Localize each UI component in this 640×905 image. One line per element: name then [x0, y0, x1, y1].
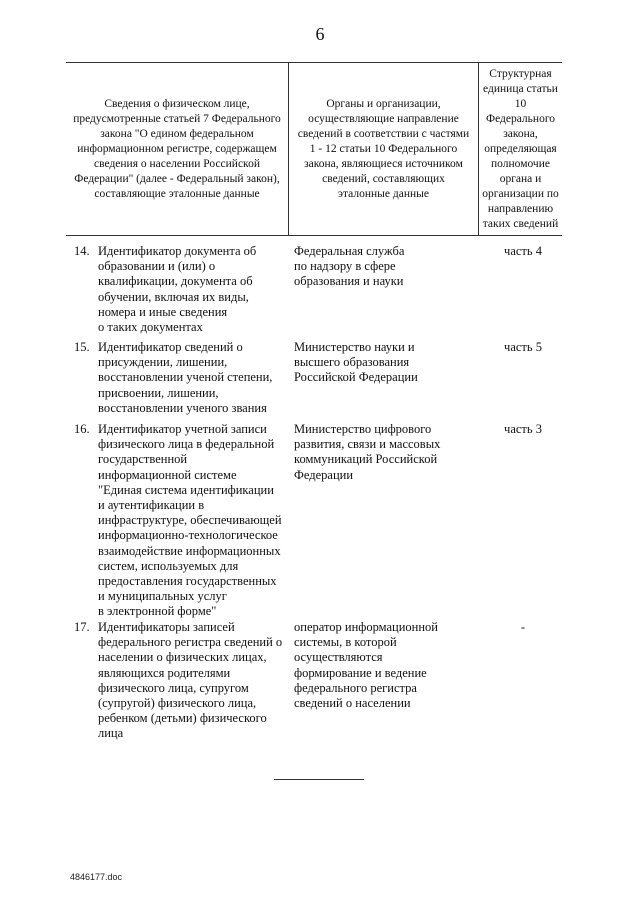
row-law-part: часть 4 — [504, 244, 542, 258]
header-col-source-organizations: Органы и организации, осуществляющие направление сведений в соответствии с частями 1 - 12 статьи 10 Федерального закона, являющиеся источником сведений, составляющих эталонные данные — [288, 63, 478, 235]
row-number: 14. — [74, 244, 90, 258]
document-filename: 4846177.doc — [70, 872, 123, 882]
row-number: 17. — [74, 620, 90, 634]
row-organization: Федеральная служба по надзору в сфере образования и науки — [294, 244, 405, 289]
row-law-part: часть 5 — [504, 340, 542, 354]
row-organization: Министерство цифрового развития, связи и массовых коммуникаций Российской Федерации — [294, 422, 441, 482]
header-col-law-article-unit: Структурная единица статьи 10 Федерального закона, определяющая полномочие органа и организации по направлению таких сведений — [478, 63, 562, 235]
row-number: 16. — [74, 422, 90, 436]
header-col-personal-data: Сведения о физическом лице, предусмотренные статьей 7 Федерального закона "О едином федеральном информационном регистре, содержащем сведения о населении Российской Федерации" (далее - Федеральный закон), составляющие эталонные данные — [73, 97, 281, 200]
row-organization: Министерство науки и высшего образования Российской Федерации — [294, 340, 418, 385]
row-law-part: - — [520, 620, 526, 634]
row-organization: оператор информационной системы, в которой осуществляются формирование и ведение федерального регистра сведений о населении — [294, 620, 438, 711]
row-data-name: Идентификатор сведений о присуждении, лишении, восстановлении ученой степени, присвоении, лишении, восстановлении ученого звания — [98, 340, 273, 415]
page-number: 6 — [315, 24, 325, 44]
row-data-name: Идентификатор документа об образовании и (или) о квалификации, документа об обучении, включая их виды, номера и иные сведения о таких документах — [98, 244, 257, 335]
row-law-part: часть 3 — [504, 422, 542, 436]
row-data-name: Идентификаторы записей федерального регистра сведений о населении о физических лицах, являющихся родителями физического лица, супругом (супругой) физического лица, ребенком (детьми) физического лица — [98, 620, 283, 741]
row-number: 15. — [74, 340, 90, 354]
table-header — [66, 62, 562, 236]
end-divider — [274, 779, 364, 780]
row-data-name: Идентификатор учетной записи физического лица в федеральной государственной информационной системе "Единая система идентификации и аутентификации в инфраструктуре, обеспечивающей информационно-технологическое взаимодействие информационных систем, используемых для предоставления государственных и муниципальных услуг в электронной форме" — [98, 422, 282, 619]
